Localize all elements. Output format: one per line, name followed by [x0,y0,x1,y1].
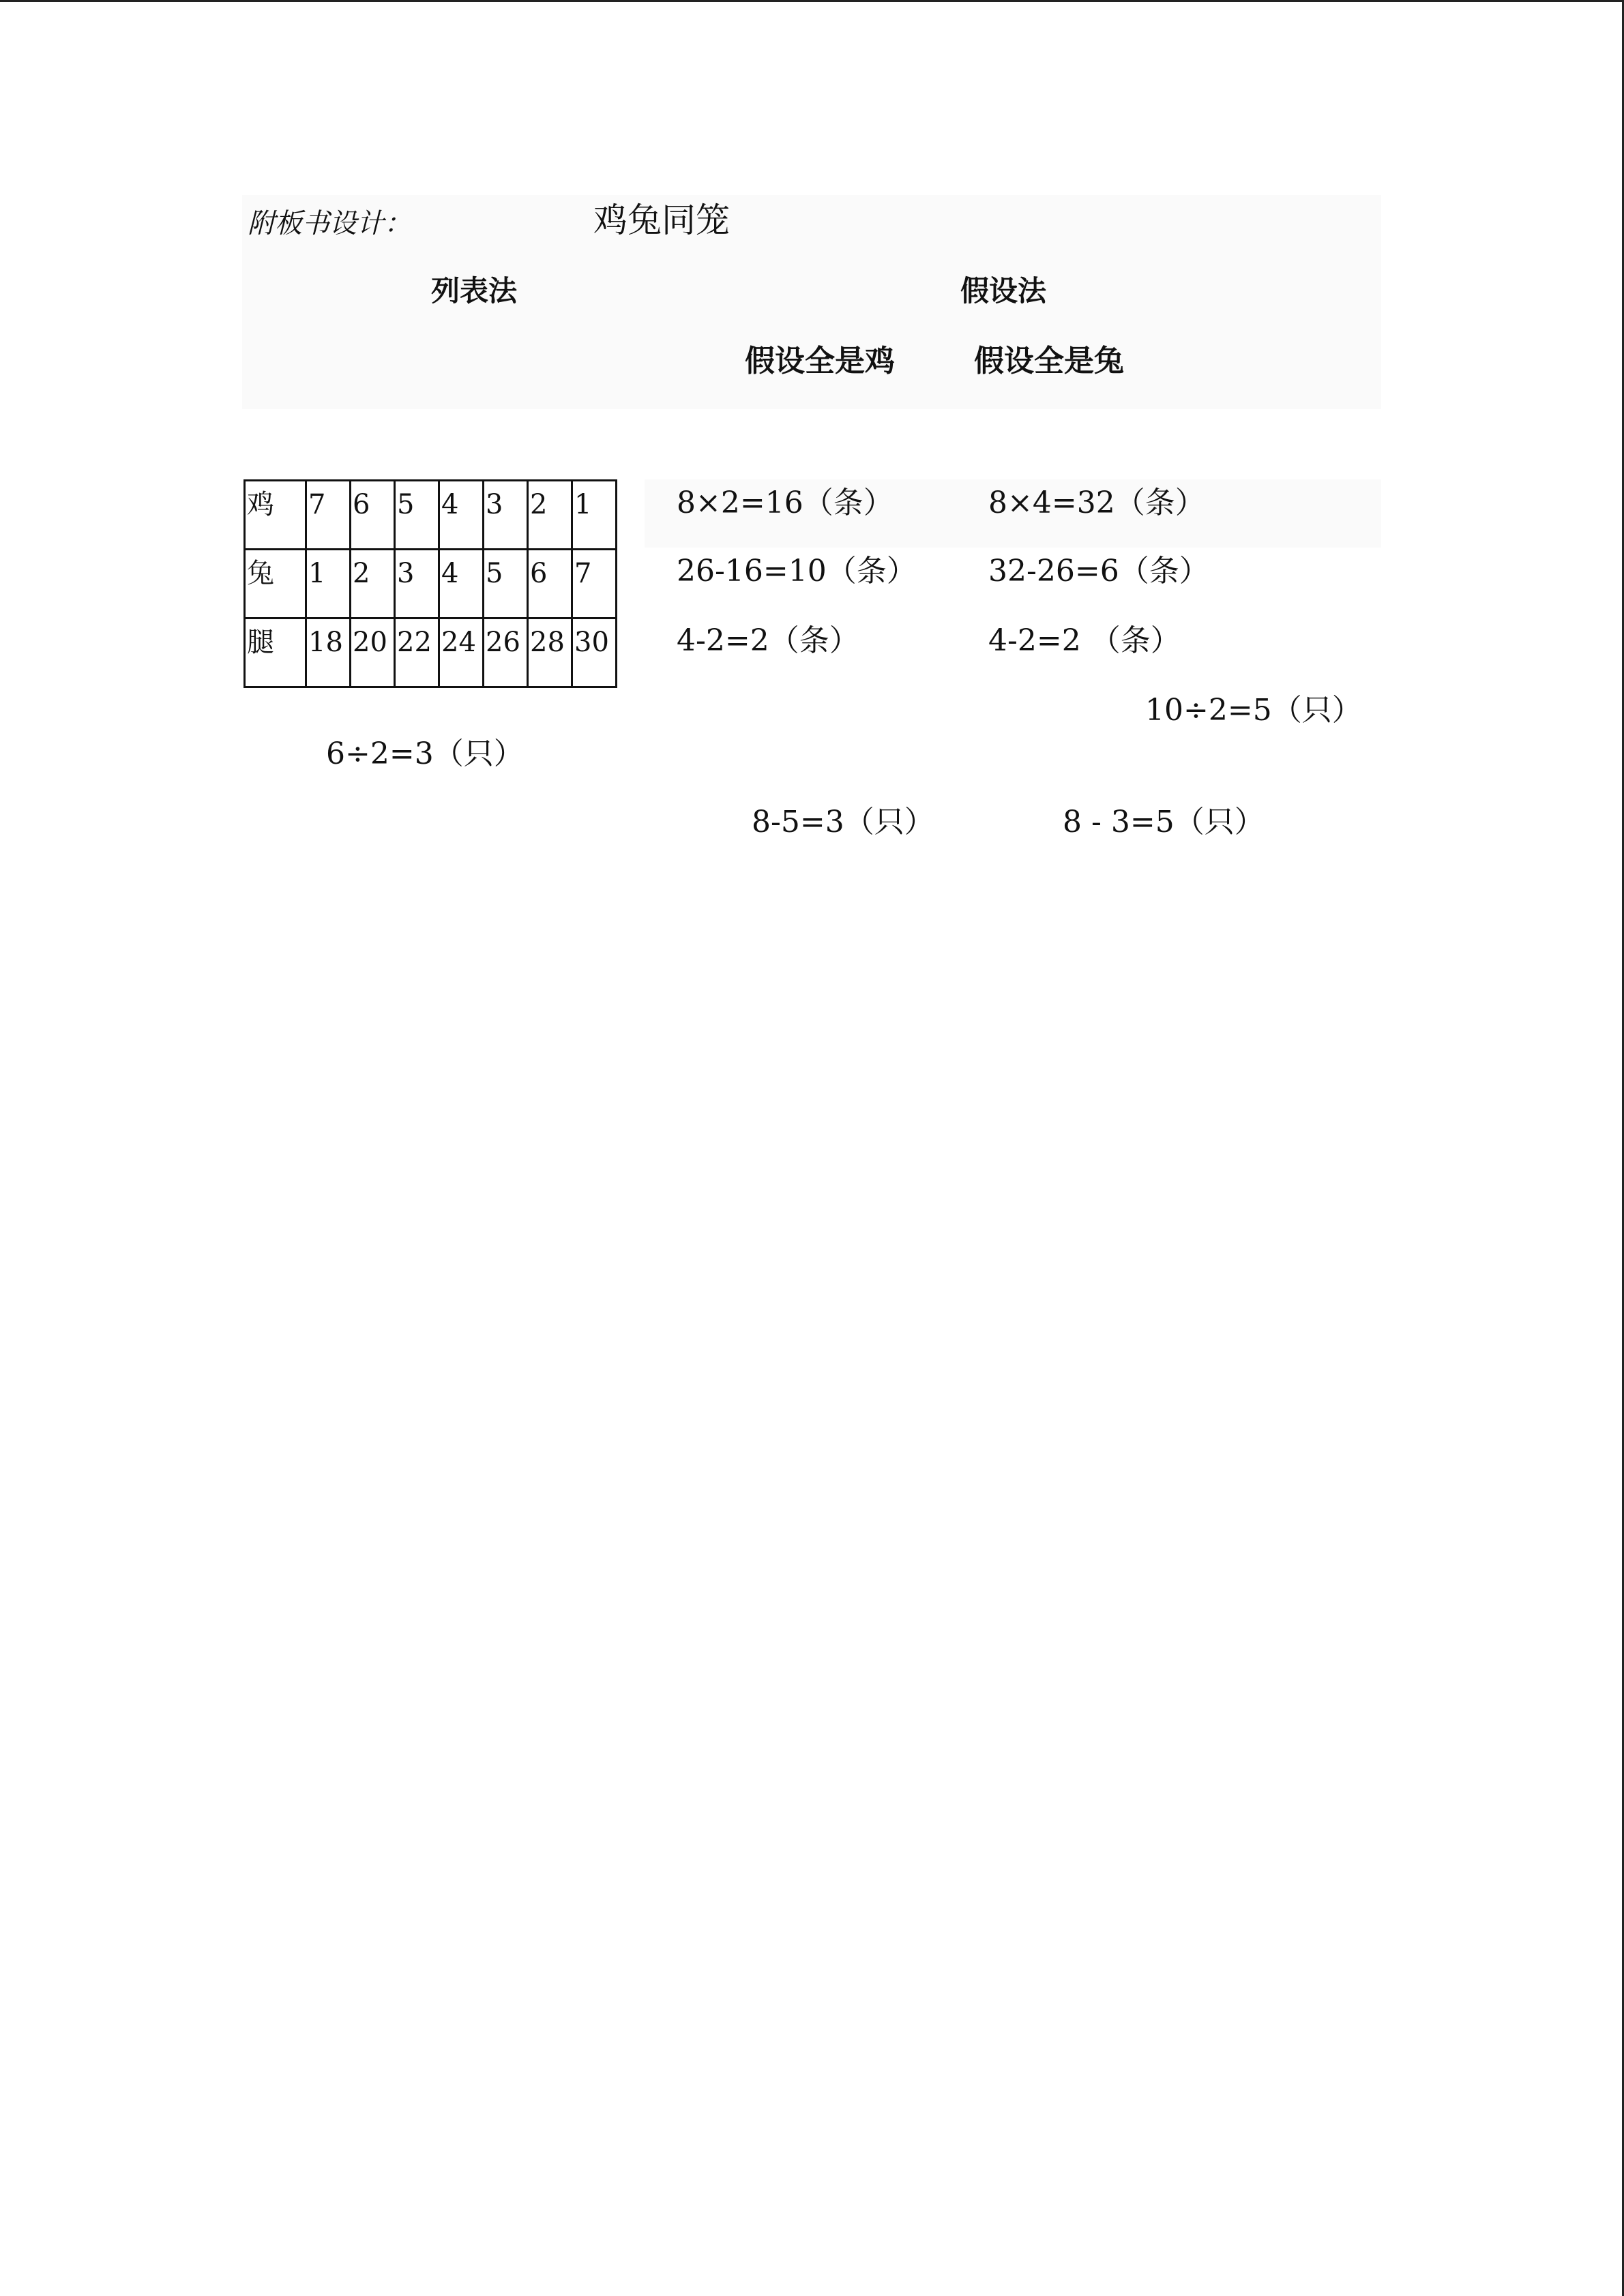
table-cell: 1 [306,550,351,618]
table-cell: 7 [306,481,351,550]
rabbit-result: 8 - 3=5（只） [1063,805,1265,839]
table-conclusion: 6÷2=3（只） [326,736,524,771]
rabbit-step-4: 10÷2=5（只） [1145,693,1362,728]
table-row [245,481,617,550]
page-top-border [0,0,1624,2]
table-cell: 3 [395,550,439,618]
table-cell: 6 [528,550,572,618]
table-cell: 3 [484,481,528,550]
table-cell: 26 [484,618,528,687]
table-cell: 4 [439,481,484,550]
assume-all-chicken-heading: 假设全是鸡 [745,344,895,378]
table-cell: 2 [528,481,572,550]
table-cell: 5 [484,550,528,618]
row-label: 鸡 [245,481,306,550]
chicken-step-2: 26-16=10（条） [677,554,917,588]
rabbit-step-2: 32-26=6（条） [988,554,1209,588]
table-cell: 22 [395,618,439,687]
assume-method-heading: 假设法 [960,274,1047,308]
table-cell: 28 [528,618,572,687]
row-label: 腿 [245,618,306,687]
table-row [245,550,617,618]
table-cell: 20 [351,618,395,687]
list-method-heading: 列表法 [431,274,518,308]
assume-all-rabbit-heading: 假设全是兔 [974,344,1124,378]
table-cell: 18 [306,618,351,687]
table-cell: 6 [351,481,395,550]
table-row [245,618,617,687]
chicken-step-3: 4-2=2（条） [677,623,859,658]
table-cell: 4 [439,550,484,618]
chicken-result: 8-5=3（只） [752,805,934,839]
table-cell: 24 [439,618,484,687]
chicken-step-1: 8×2=16（条） [677,486,894,520]
table-cell: 2 [351,550,395,618]
table-cell: 5 [395,481,439,550]
table-cell: 30 [572,618,617,687]
page-title: 鸡兔同笼 [593,200,730,240]
row-label: 兔 [245,550,306,618]
enumeration-table [243,479,617,688]
rabbit-step-3: 4-2=2 （条） [988,623,1181,658]
table-cell: 1 [572,481,617,550]
table-cell: 7 [572,550,617,618]
board-design-label: 附板书设计： [248,208,411,239]
rabbit-step-1: 8×4=32（条） [988,486,1205,520]
